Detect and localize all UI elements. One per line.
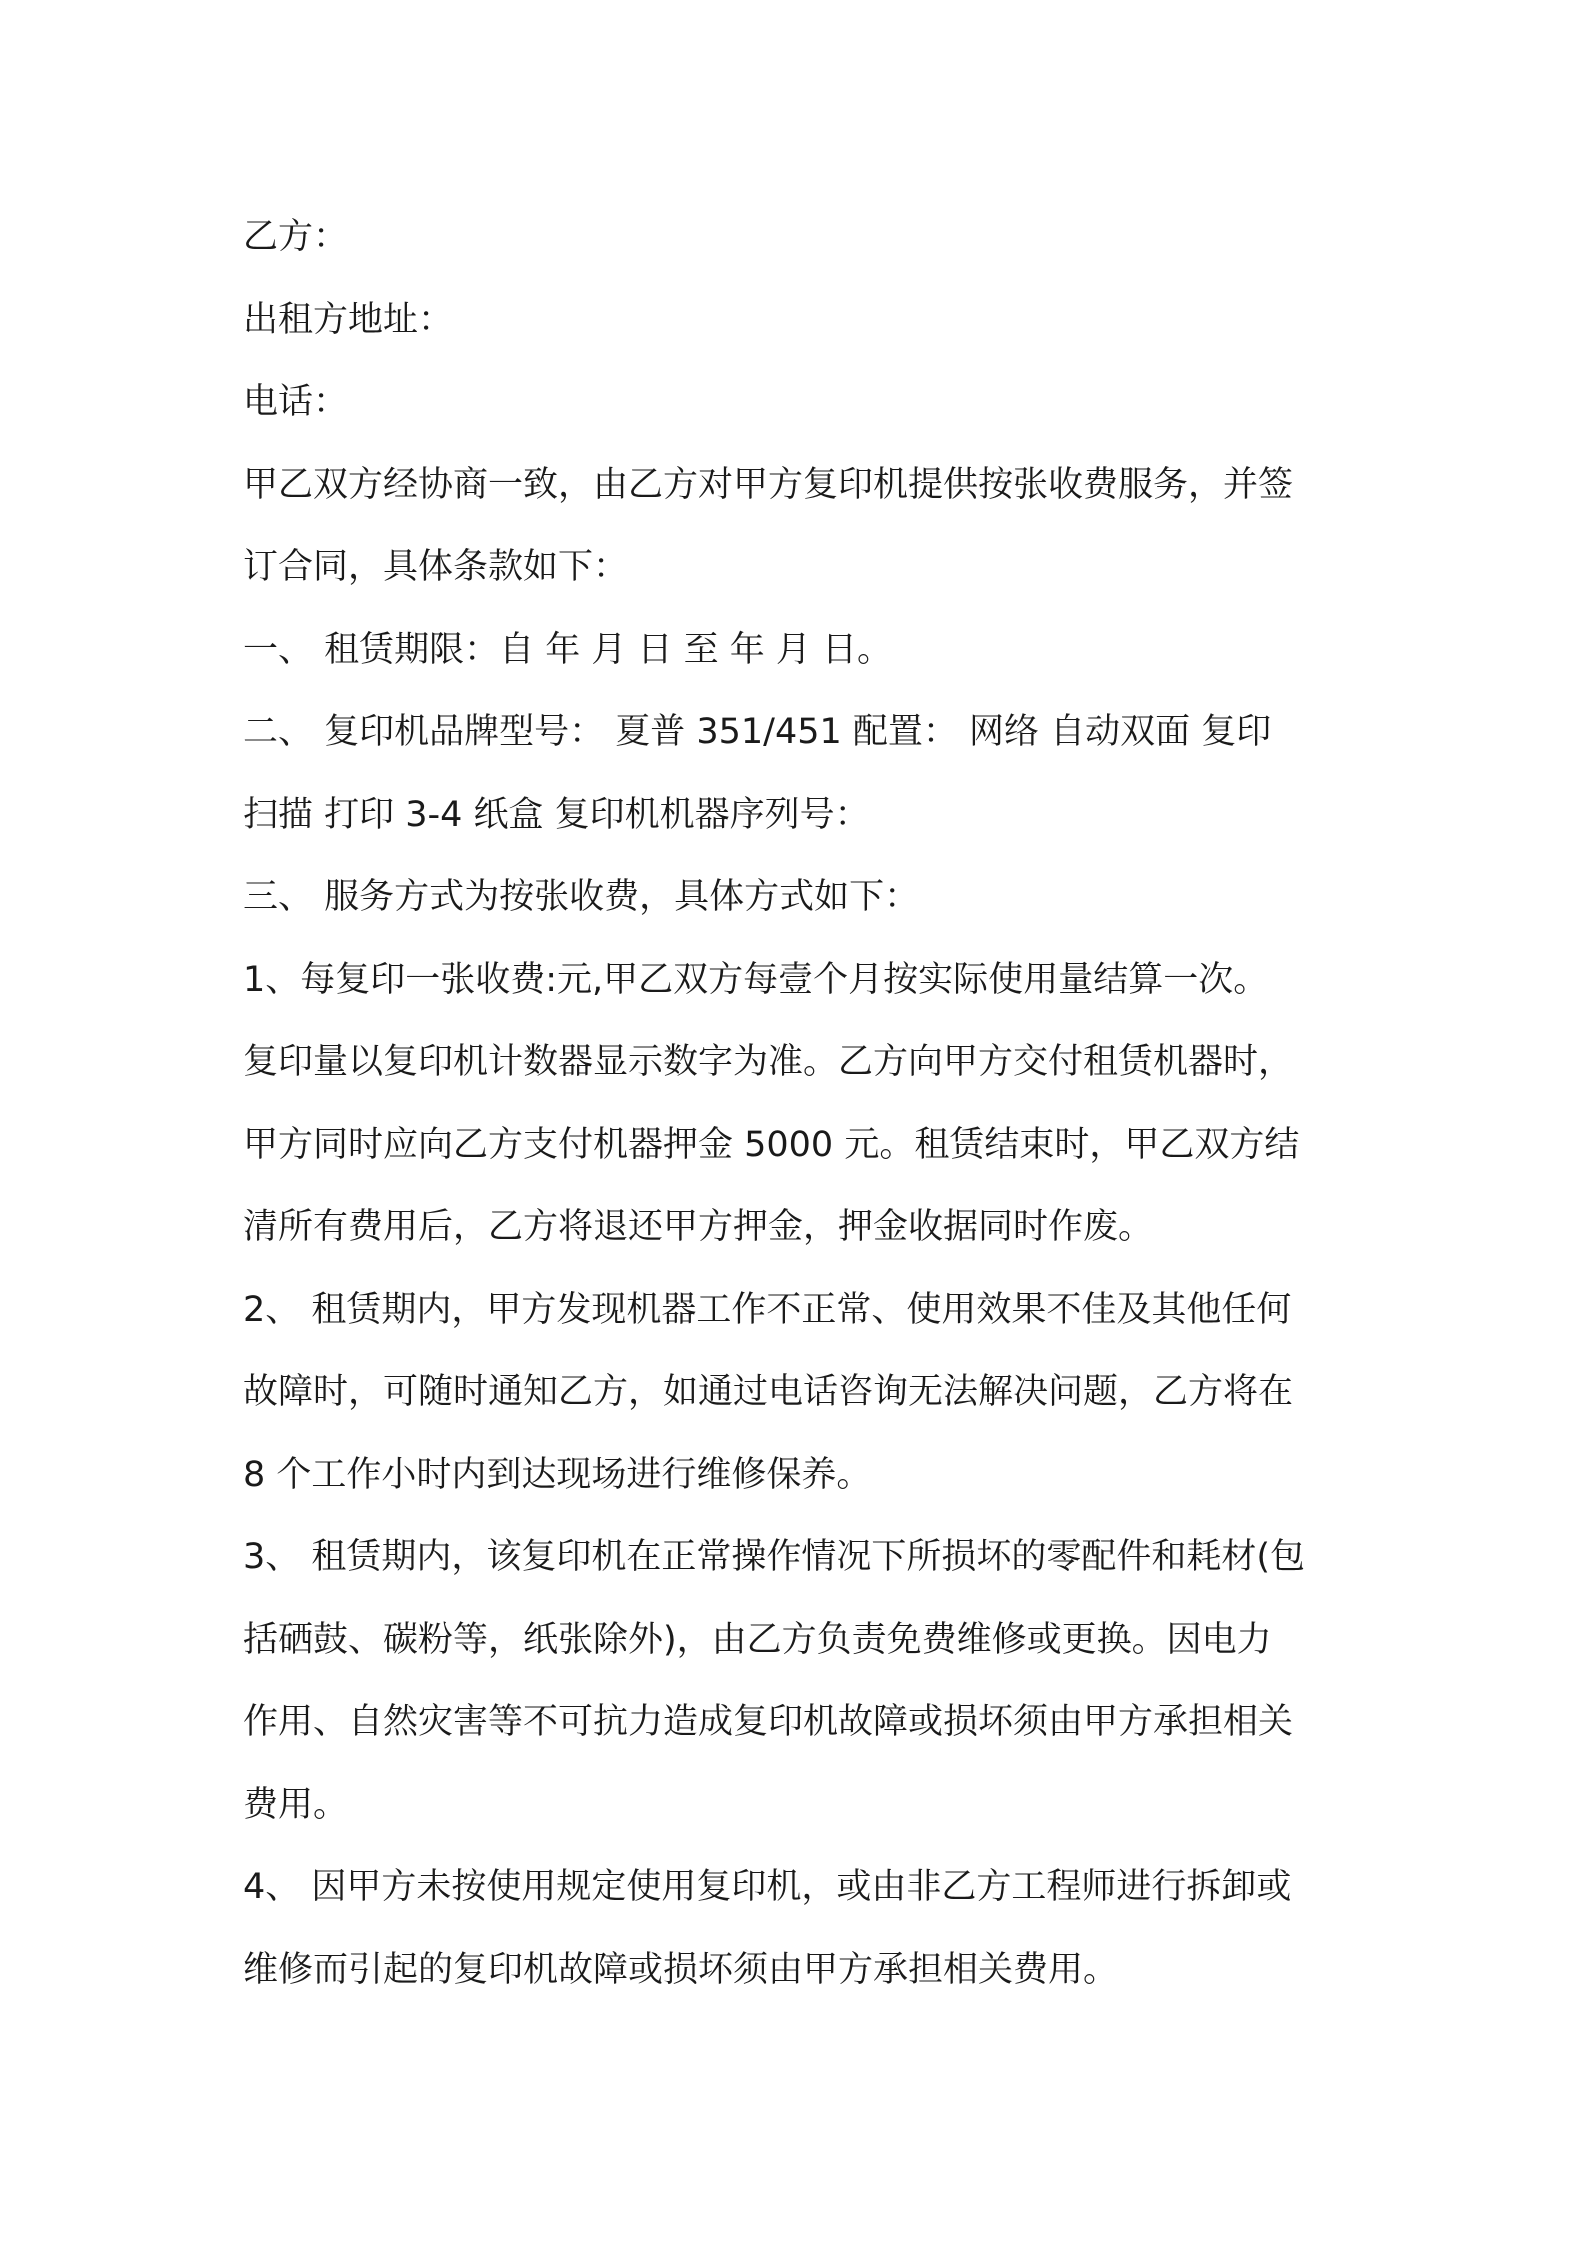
clause-2-copier-model: 扫描 打印 3-4 纸盒 复印机机器序列号： bbox=[243, 794, 870, 835]
phone-label: 电话： bbox=[243, 382, 349, 422]
contract-body bbox=[243, 196, 1353, 2011]
item-4-line: 4、 因甲方未按使用规定使用复印机，或由非乙方工程师进行拆卸或 bbox=[243, 1867, 1292, 1907]
intro-paragraph-line: 甲乙双方经协商一致，由乙方对甲方复印机提供按张收费服务，并签 bbox=[243, 464, 1294, 505]
item-3-line: 费用。 bbox=[243, 1784, 349, 1825]
item-3-line: 作用、自然灾害等不可抗力造成复印机故障或损坏须由甲方承担相关 bbox=[243, 1702, 1294, 1742]
clause-2-copier-model: 二、 复印机品牌型号： 夏普 351/451 配置： 网络 自动双面 复印 bbox=[243, 712, 1272, 752]
party-b-label: 乙方： bbox=[243, 217, 349, 257]
item-2-line: 2、 租赁期内，甲方发现机器工作不正常、使用效果不佳及其他任何 bbox=[243, 1289, 1292, 1330]
item-2-line: 8 个工作小时内到达现场进行维修保养。 bbox=[243, 1454, 872, 1495]
clause-3-service-method: 三、 服务方式为按张收费，具体方式如下： bbox=[243, 877, 920, 917]
item-2-line: 故障时，可随时通知乙方，如通过电话咨询无法解决问题，乙方将在 bbox=[243, 1372, 1294, 1412]
item-1-line: 甲方同时应向乙方支付机器押金 5000 元。租赁结束时，甲乙双方结 bbox=[243, 1124, 1300, 1165]
item-3-line: 括硒鼓、碳粉等，纸张除外)，由乙方负责免费维修或更换。因电力 bbox=[243, 1619, 1272, 1660]
item-3-line: 3、 租赁期内，该复印机在正常操作情况下所损坏的零配件和耗材(包 bbox=[243, 1537, 1306, 1577]
lessor-address-label: 出租方地址： bbox=[243, 299, 454, 340]
item-1-line: 1、每复印一张收费:元,甲乙双方每壹个月按实际使用量结算一次。 bbox=[243, 959, 1269, 1000]
intro-paragraph-line: 订合同，具体条款如下： bbox=[243, 547, 629, 587]
item-4-line: 维修而引起的复印机故障或损坏须由甲方承担相关费用。 bbox=[243, 1949, 1119, 1990]
item-1-line: 复印量以复印机计数器显示数字为准。乙方向甲方交付租赁机器时， bbox=[243, 1042, 1294, 1082]
clause-1-lease-term: 一、 租赁期限：自 年 月 日 至 年 月 日。 bbox=[243, 629, 893, 670]
item-1-line: 清所有费用后，乙方将退还甲方押金，押金收据同时作废。 bbox=[243, 1207, 1154, 1247]
